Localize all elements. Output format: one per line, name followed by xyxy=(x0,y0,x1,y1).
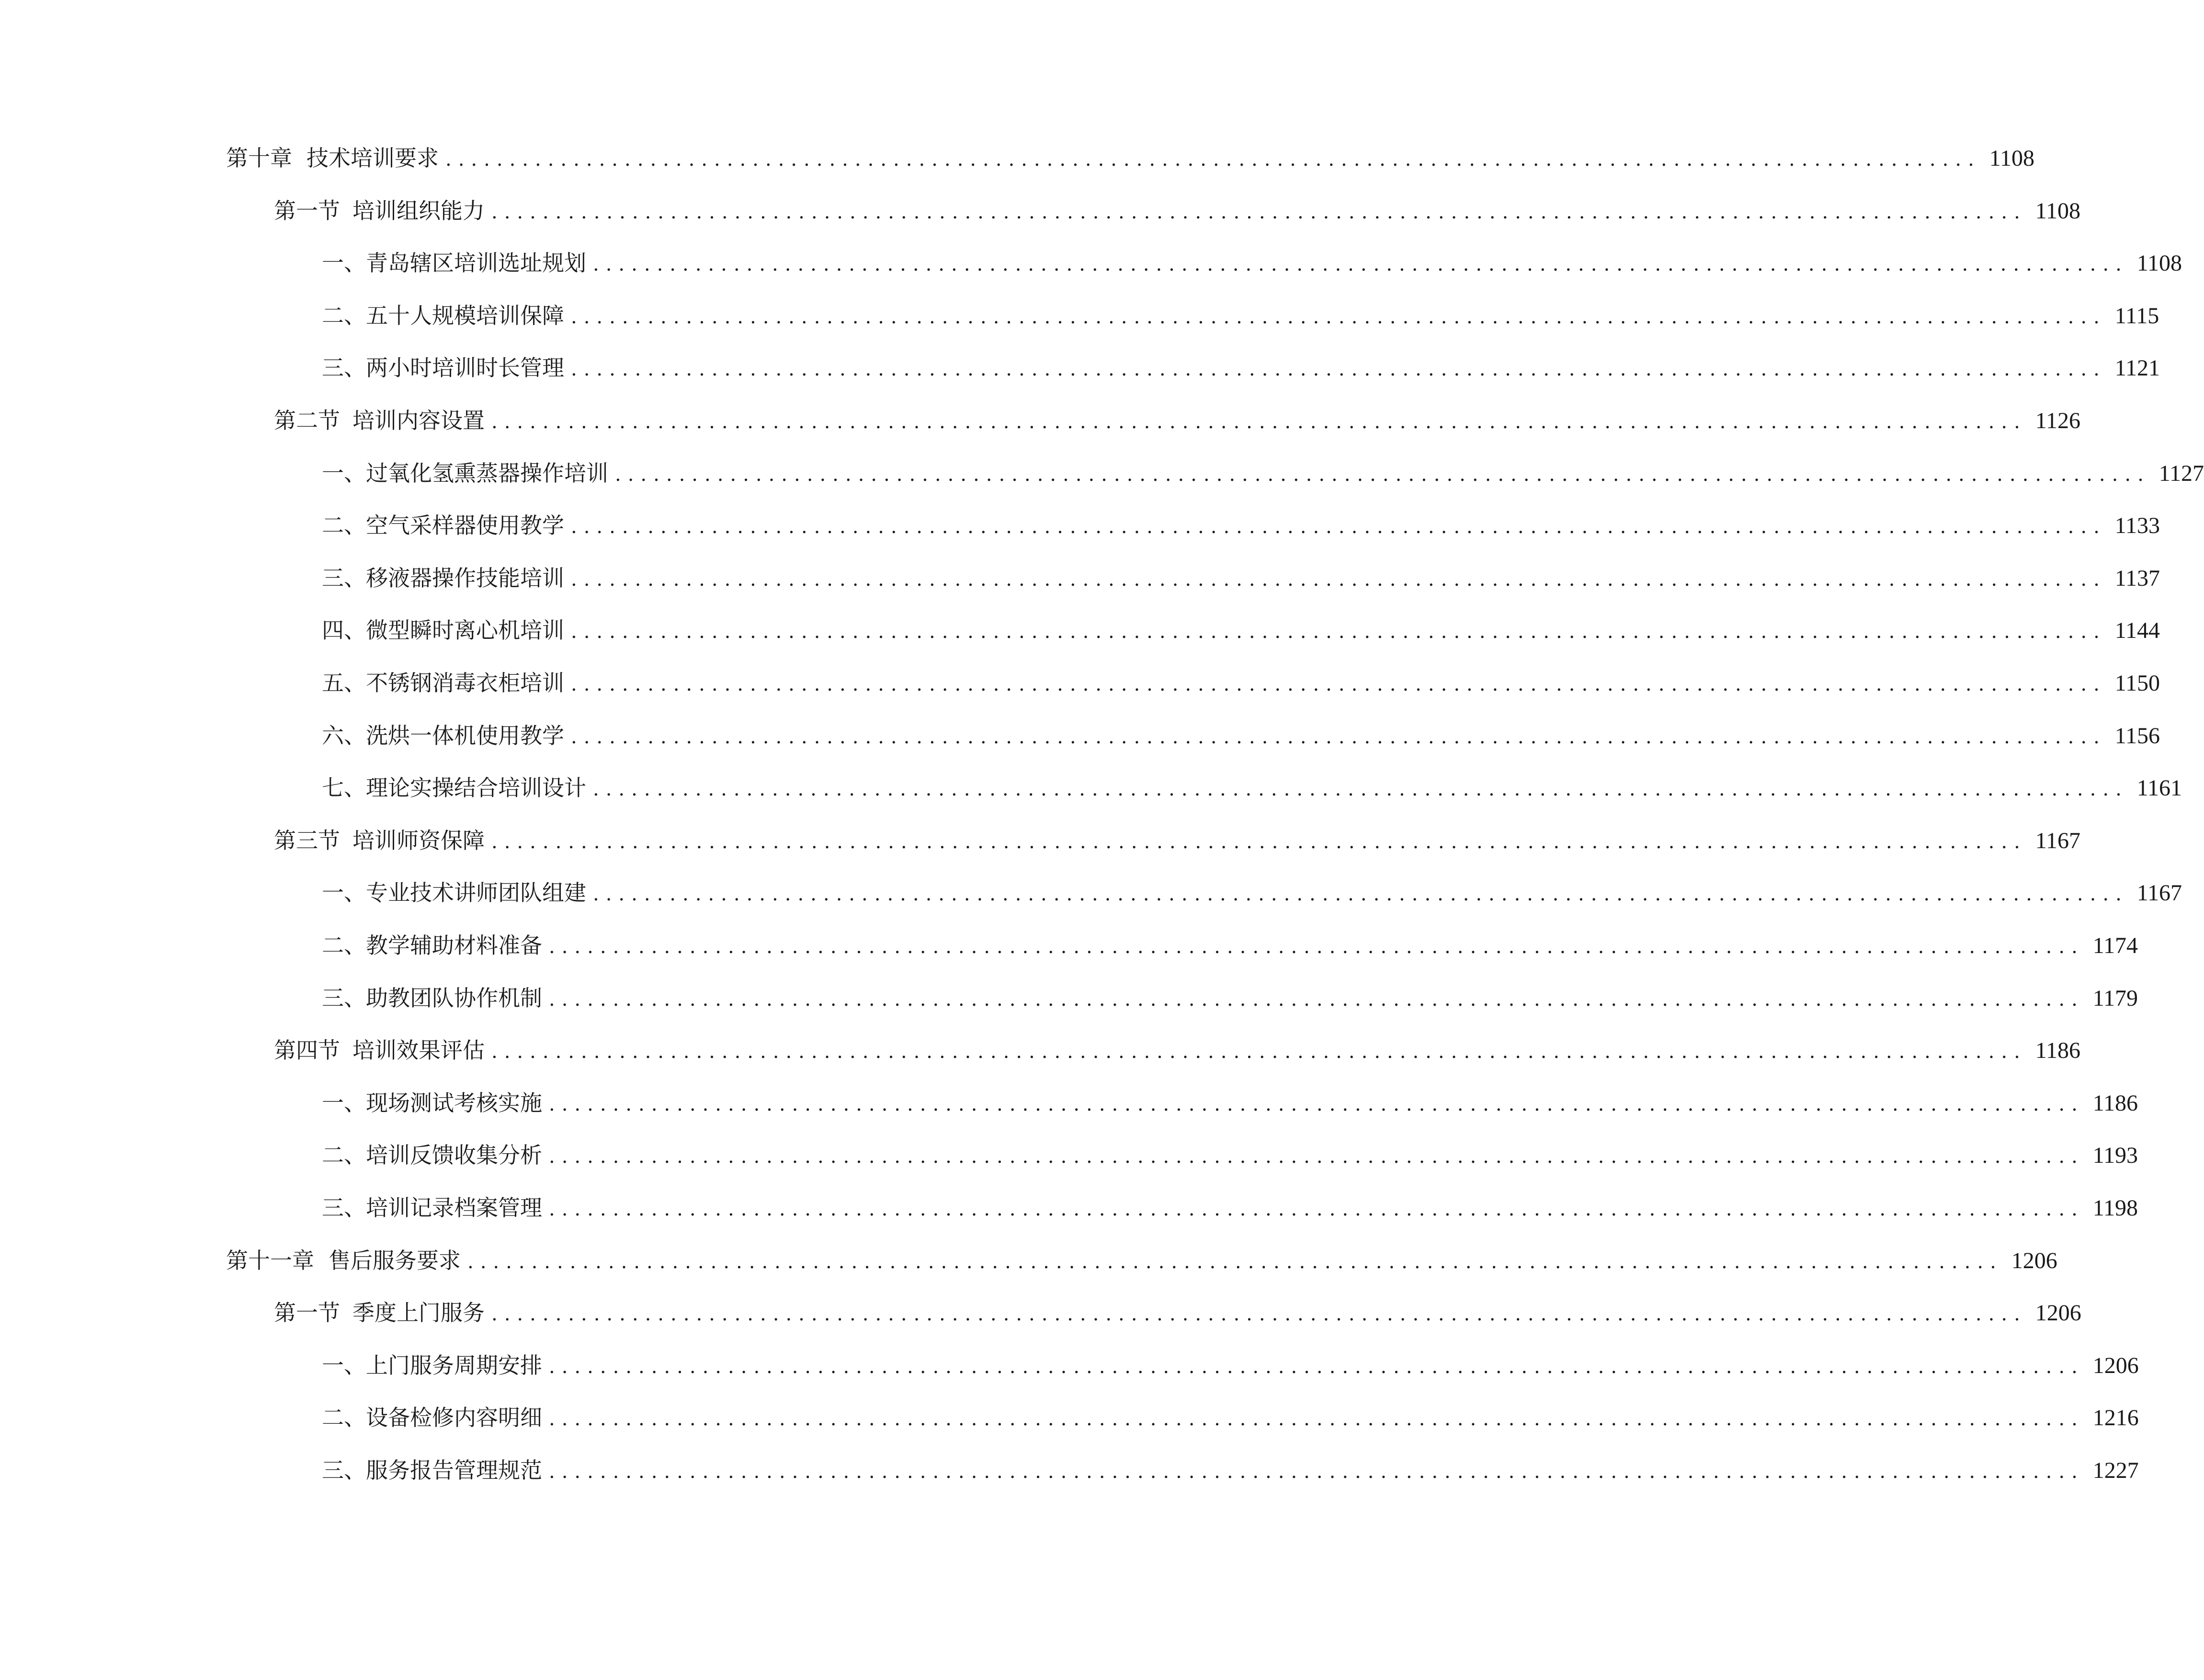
toc-page-number: 1186 xyxy=(2092,1090,2138,1116)
toc-entry-title: 五十人规模培训保障 xyxy=(366,302,564,329)
toc-entry-label: 三、 xyxy=(322,355,366,381)
toc-row-chapter[interactable] xyxy=(0,1241,2057,1280)
toc-entry[interactable] xyxy=(226,1241,2057,1280)
toc-leader-dots: ........................................................................................................................ xyxy=(491,1041,2027,1063)
toc-entry-title: 季度上门服务 xyxy=(352,1300,485,1326)
toc-leader-dots: ........................................................................................................................ xyxy=(549,988,2084,1010)
toc-entry-title: 微型瞬时离心机培训 xyxy=(366,617,564,644)
toc-leader-dots: ........................................................................................................................ xyxy=(491,411,2027,433)
toc-entry[interactable] xyxy=(322,1189,2138,1227)
toc-entry-label: 三、 xyxy=(322,565,366,591)
toc-entry-label: 一、 xyxy=(322,1352,366,1378)
toc-page-number: 1150 xyxy=(2114,670,2160,696)
toc-entry-label: 六、 xyxy=(322,722,366,749)
toc-leader-dots: ........................................................................................................................ xyxy=(549,1198,2084,1220)
toc-page-number: 1167 xyxy=(2035,828,2080,853)
toc-row-item[interactable] xyxy=(0,1451,2139,1489)
toc-leader-dots: ........................................................................................................................ xyxy=(593,883,2128,906)
toc-page-number: 1227 xyxy=(2092,1458,2139,1483)
toc-page-number: 1186 xyxy=(2035,1038,2080,1064)
toc-entry-title: 教学辅助材料准备 xyxy=(366,932,542,958)
toc-row-section[interactable] xyxy=(0,1294,2081,1332)
toc-row-item[interactable] xyxy=(0,1189,2138,1227)
toc-entry-label: 三、 xyxy=(322,985,366,1011)
toc-entry-title: 两小时培训时长管理 xyxy=(366,355,564,381)
toc-entry-label: 第二节 xyxy=(274,408,340,433)
toc-page-number: 1206 xyxy=(2092,1352,2139,1378)
toc-leader-dots: ........................................................................................................................ xyxy=(467,1250,2003,1273)
toc-row-item[interactable] xyxy=(0,296,2159,335)
toc-entry[interactable] xyxy=(322,559,2160,597)
toc-row-item[interactable] xyxy=(0,979,2138,1017)
toc-entry[interactable] xyxy=(322,611,2160,649)
toc-page-number: 1156 xyxy=(2114,723,2160,749)
toc-page-number: 1121 xyxy=(2114,355,2160,381)
toc-leader-dots: ........................................................................................................................ xyxy=(549,1408,2084,1430)
toc-leader-dots: ........................................................................................................................ xyxy=(571,358,2106,381)
toc-row-item[interactable] xyxy=(0,349,2160,387)
toc-entry-label: 一、 xyxy=(322,1090,366,1116)
toc-entry-title: 不锈钢消毒衣柜培训 xyxy=(366,670,564,696)
toc-row-item[interactable] xyxy=(0,1346,2139,1385)
toc-entry-label: 二、 xyxy=(322,1142,366,1169)
toc-entry-title: 移液器操作技能培训 xyxy=(366,565,564,591)
toc-entry-title: 过氧化氢熏蒸器操作培训 xyxy=(366,460,608,486)
toc-leader-dots: ........................................................................................................................ xyxy=(593,778,2128,801)
toc-leader-dots: ........................................................................................................................ xyxy=(549,1093,2084,1115)
toc-entry-label: 第三节 xyxy=(274,827,340,853)
toc-entry[interactable] xyxy=(322,664,2160,702)
toc-entry-title: 理论实操结合培训设计 xyxy=(366,775,586,801)
toc-row-item[interactable] xyxy=(0,244,2182,282)
toc-leader-dots: ........................................................................................................................ xyxy=(445,148,1981,170)
toc-entry[interactable] xyxy=(322,244,2182,282)
toc-page-number: 1115 xyxy=(2114,303,2159,329)
toc-entry[interactable] xyxy=(322,979,2138,1017)
toc-page-number: 1206 xyxy=(2011,1248,2057,1273)
toc-entry-label: 三、 xyxy=(322,1195,366,1221)
toc-entry[interactable] xyxy=(322,716,2160,755)
toc-entry-label: 第一节 xyxy=(274,197,340,224)
toc-entry[interactable] xyxy=(226,139,2034,177)
toc-row-item[interactable] xyxy=(0,926,2138,965)
toc-entry-label: 一、 xyxy=(322,460,366,486)
toc-entry-label: 一、 xyxy=(322,250,366,276)
toc-page-number: 1108 xyxy=(2035,198,2080,224)
toc-leader-dots: ........................................................................................................................ xyxy=(571,726,2106,748)
toc-leader-dots: ........................................................................................................................ xyxy=(593,253,2128,276)
toc-entry-title: 培训效果评估 xyxy=(352,1037,485,1064)
toc-page-number: 1216 xyxy=(2092,1405,2139,1431)
toc-row-item[interactable] xyxy=(0,559,2160,597)
toc-leader-dots: ........................................................................................................................ xyxy=(491,201,2027,223)
toc-row-item[interactable] xyxy=(0,1398,2139,1437)
toc-leader-dots: ........................................................................................................................ xyxy=(549,936,2084,958)
toc-page-number: 1144 xyxy=(2114,618,2160,644)
toc-entry-label: 七、 xyxy=(322,775,366,801)
toc-entry-title: 技术培训要求 xyxy=(307,145,439,171)
toc-leader-dots: ........................................................................................................................ xyxy=(549,1355,2084,1378)
toc-entry-title: 洗烘一体机使用教学 xyxy=(366,722,564,749)
toc-page-number: 1206 xyxy=(2035,1300,2081,1326)
toc-leader-dots: ........................................................................................................................ xyxy=(549,1461,2084,1483)
toc-page-number: 1108 xyxy=(1989,146,2034,171)
toc-entry[interactable] xyxy=(322,1398,2139,1437)
toc-entry[interactable] xyxy=(274,401,2080,440)
toc-page-number: 1137 xyxy=(2114,565,2160,591)
toc-leader-dots: ........................................................................................................................ xyxy=(571,673,2106,695)
toc-page-number: 1133 xyxy=(2114,513,2160,539)
toc-leader-dots: ........................................................................................................................ xyxy=(491,1303,2027,1326)
toc-entry-title: 培训内容设置 xyxy=(352,408,485,433)
toc-entry[interactable] xyxy=(322,926,2138,965)
toc-row-item[interactable] xyxy=(0,1084,2138,1122)
toc-entry-label: 二、 xyxy=(322,1405,366,1431)
toc-row-item[interactable] xyxy=(0,454,2204,492)
toc-page-number: 1161 xyxy=(2136,775,2182,801)
toc-entry-title: 培训师资保障 xyxy=(352,827,485,853)
toc-entry-label: 第十一章 xyxy=(226,1247,314,1273)
toc-entry-label: 二、 xyxy=(322,302,366,329)
toc-entry[interactable] xyxy=(322,506,2160,545)
toc-row-item[interactable] xyxy=(0,874,2182,912)
toc-page-number: 1127 xyxy=(2159,460,2204,486)
toc-leader-dots: ........................................................................................................................ xyxy=(549,1146,2084,1168)
toc-entry-label: 二、 xyxy=(322,932,366,958)
toc-entry-title: 专业技术讲师团队组建 xyxy=(366,880,586,906)
toc-leader-dots: ........................................................................................................................ xyxy=(615,463,2150,486)
toc-leader-dots: ........................................................................................................................ xyxy=(571,516,2106,538)
toc-row-section[interactable] xyxy=(0,821,2080,860)
toc-entry[interactable] xyxy=(322,1346,2139,1385)
toc-entry-title: 设备检修内容明细 xyxy=(366,1405,542,1431)
toc-page-number: 1179 xyxy=(2092,985,2138,1011)
toc-entry[interactable] xyxy=(322,1136,2138,1174)
toc-entry-label: 第一节 xyxy=(274,1300,340,1326)
toc-entry-title: 助教团队协作机制 xyxy=(366,985,542,1011)
toc-entry-title: 培训组织能力 xyxy=(352,197,485,224)
toc-entry-label: 第四节 xyxy=(274,1037,340,1064)
toc-entry[interactable] xyxy=(322,1451,2139,1489)
toc-entry-label: 一、 xyxy=(322,880,366,906)
toc-entry-title: 服务报告管理规范 xyxy=(366,1457,542,1483)
toc-row-item[interactable] xyxy=(0,769,2182,807)
toc-entry-title: 培训反馈收集分析 xyxy=(366,1142,542,1169)
toc-row-item[interactable] xyxy=(0,1136,2138,1174)
toc-page-number: 1126 xyxy=(2035,408,2080,433)
toc-entry-label: 四、 xyxy=(322,617,366,644)
toc-entry[interactable] xyxy=(322,1084,2138,1122)
toc-row-item[interactable] xyxy=(0,611,2160,649)
toc-leader-dots: ........................................................................................................................ xyxy=(571,568,2106,590)
toc-entry[interactable] xyxy=(322,349,2160,387)
toc-entry-title: 现场测试考核实施 xyxy=(366,1090,542,1116)
toc-entry-title: 青岛辖区培训选址规划 xyxy=(366,250,586,276)
toc-entry[interactable] xyxy=(322,769,2182,807)
toc-leader-dots: ........................................................................................................................ xyxy=(491,830,2027,853)
toc-row-chapter[interactable] xyxy=(0,139,2034,177)
toc-row-item[interactable] xyxy=(0,664,2160,702)
toc-entry-title: 空气采样器使用教学 xyxy=(366,512,564,539)
toc-entry[interactable] xyxy=(322,296,2159,335)
toc-entry-label: 五、 xyxy=(322,670,366,696)
toc-page-number: 1174 xyxy=(2092,933,2138,958)
toc-page-number: 1198 xyxy=(2092,1195,2138,1221)
toc-entry-label: 第十章 xyxy=(226,145,292,171)
toc-leader-dots: ........................................................................................................................ xyxy=(571,306,2106,328)
toc-entry[interactable] xyxy=(274,192,2080,230)
toc-entry-label: 二、 xyxy=(322,512,366,539)
toc-row-section[interactable] xyxy=(0,401,2080,440)
toc-row-item[interactable] xyxy=(0,506,2160,545)
toc-page-number: 1193 xyxy=(2092,1143,2138,1169)
toc-leader-dots: ........................................................................................................................ xyxy=(571,621,2106,643)
toc-page-number: 1108 xyxy=(2136,250,2182,276)
toc-row-section[interactable] xyxy=(0,1031,2080,1069)
toc-entry[interactable] xyxy=(274,821,2080,860)
toc-entry[interactable] xyxy=(274,1294,2081,1332)
toc-row-item[interactable] xyxy=(0,716,2160,755)
toc-entry-label: 三、 xyxy=(322,1457,366,1483)
toc-entry-title: 上门服务周期安排 xyxy=(366,1352,542,1378)
toc-row-section[interactable] xyxy=(0,192,2080,230)
toc-entry-title: 培训记录档案管理 xyxy=(366,1195,542,1221)
toc-entry[interactable] xyxy=(274,1031,2080,1069)
toc-entry[interactable] xyxy=(322,454,2204,492)
toc-entry-title: 售后服务要求 xyxy=(329,1247,461,1273)
toc-entry[interactable] xyxy=(322,874,2182,912)
toc-page-number: 1167 xyxy=(2136,880,2182,906)
